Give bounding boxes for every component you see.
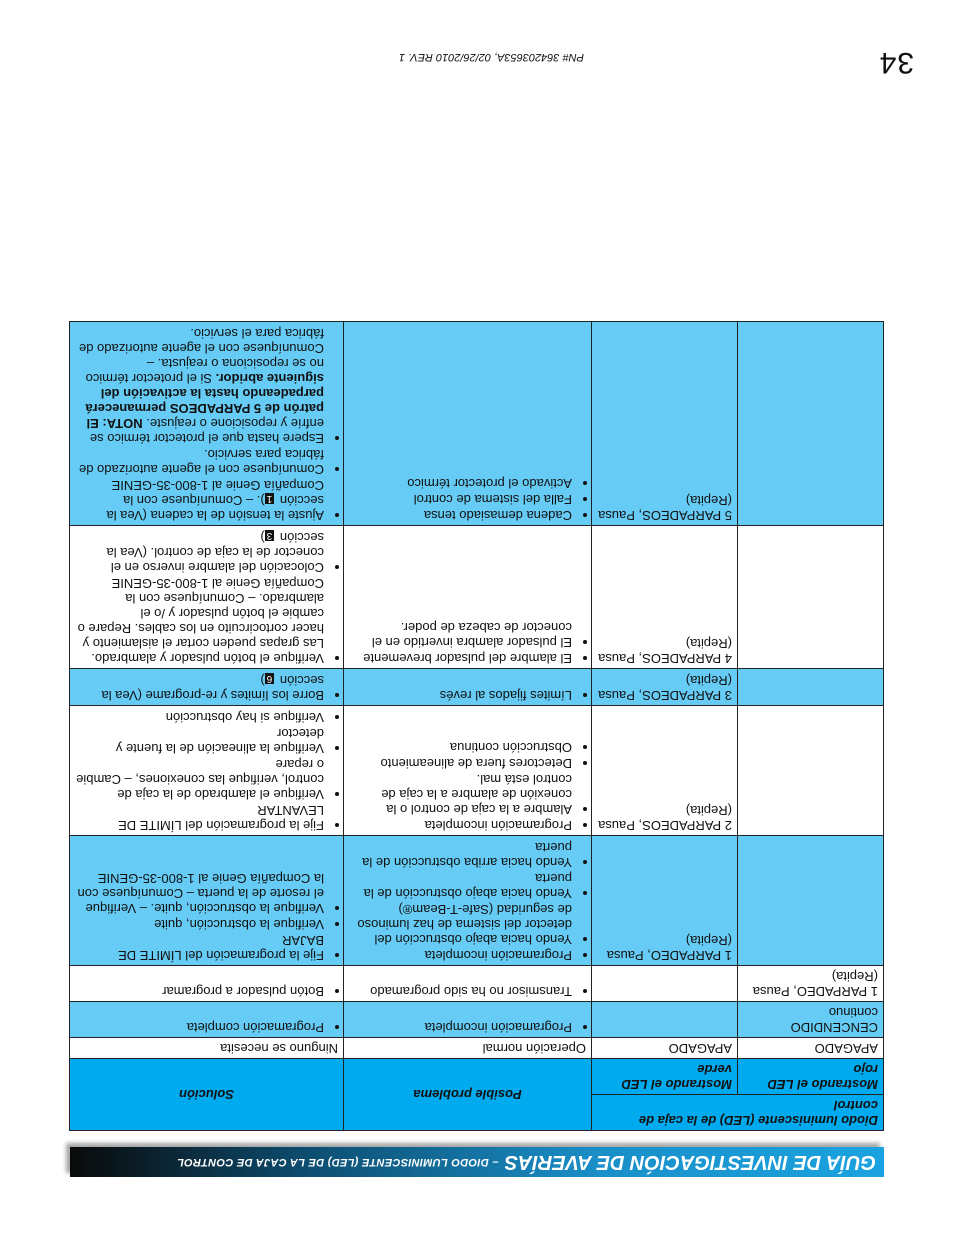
list-item: • El alambre del pulsador brevemente (349, 651, 572, 666)
header-led-group: Diodo luminiscente (LED) de la caja de control (592, 1095, 884, 1131)
red-led-cell (738, 836, 884, 966)
problem-cell (344, 526, 592, 669)
table-header-row (70, 1095, 884, 1131)
banner-subtitle: – DIODO LUMINISCENTE (LED) DE LA CAJA DE CONTROL (176, 1156, 499, 1168)
header-red-led: Mostrando el LED rojo (738, 1059, 884, 1095)
solution-cell: Ninguno se necesita (70, 1038, 344, 1059)
red-led-cell: CENCENDIDO continuo (738, 1002, 884, 1038)
list-item: • Verifique el alambrado de la caja de control, verifique las conexiones, – Cambie o repare (75, 757, 324, 802)
list-item (75, 673, 324, 703)
solution-cell (70, 669, 344, 706)
list-item: • Programación incompleta (349, 948, 572, 963)
list-item: • Cadena demasiado tensa (349, 508, 572, 523)
section-badge: 1 (266, 493, 273, 504)
list-item: • Yendo hacia abajo obstrucción de la puerta (349, 871, 572, 901)
list-item: • Fije la programación del LÍMITE DE BAJAR (75, 933, 324, 963)
list-item: • Botón pulsador a programar (75, 984, 324, 999)
title-banner (70, 1147, 884, 1177)
list-item: • Verifique el botón pulsador y alambrado. Las grapas pueden cortar el aislamiento y hacer cortocircuito en los cables. Repare o cambie el botón pulsador y /o el alambrado. – Comuníquese con la Compañía Genie al 1-800-35-GENIE (75, 576, 324, 666)
problem-cell (344, 1002, 592, 1038)
table-row (70, 526, 884, 669)
solution-text-end: ) (260, 673, 265, 688)
red-led-cell: 1 PARPADEO, Pausa (Repita) (738, 966, 884, 1002)
green-led-cell: 3 PARPADEOS, Pausa (Repita) (592, 669, 738, 706)
list-item: • Programación completa (75, 1020, 324, 1035)
table-row (70, 1038, 884, 1059)
solution-text-end: ). – Comuníquese con la Compañía Genie al 1-800-35-GENIE (111, 478, 324, 508)
red-led-cell (738, 322, 884, 526)
list-item: • Programación incompleta (349, 818, 572, 833)
list-item: • Verifique la obstrucción, quite (75, 917, 324, 932)
solution-cell (70, 526, 344, 669)
list-item: • Fije la programación del LÍMITE DE LEVANTAR (75, 803, 324, 833)
list-item: • Transmisor no ha sido programado (349, 984, 572, 999)
section-badge: 3 (266, 530, 273, 541)
list-item (75, 530, 324, 575)
green-led-cell: 4 PARPADEOS, Pausa (Repita) (592, 526, 738, 669)
page-number: 34 (878, 46, 914, 79)
list-item: • Yendo hacia arriba obstrucción de la puerta (349, 840, 572, 870)
troubleshooting-table (69, 321, 884, 1131)
list-item: • Verifique la alineación de la fuente y detector (75, 726, 324, 756)
table-row (70, 966, 884, 1002)
solution-text: Colocación del alambre inverso en el conector de la caja de control. (Vea la sección (106, 530, 324, 575)
note-tail: Si el protector térmico no se reposiciona o reajusta. – Comuníquese con el agente autorizado de fábrica para el servicio. (78, 326, 324, 386)
note-text: NOTA: El patrón de 5 PARPADEOS permanecerá parpadeando hasta la activación del siguiente abridor. (85, 371, 324, 431)
problem-cell: Operación normal (344, 1038, 592, 1059)
red-led-cell (738, 669, 884, 706)
list-item: • Falla del sistema de control (349, 492, 572, 507)
header-solution: Solución (70, 1059, 344, 1131)
list-item (75, 326, 324, 446)
list-item: • Verifique la obstrucción, quite. – Verifique el resorte de la puerta – Comuníquese con la Compañía Genie al 1-800-35-GENIE (75, 871, 324, 916)
red-led-cell (738, 706, 884, 836)
list-item: • Programación incompleta (349, 1020, 572, 1035)
problem-cell (344, 669, 592, 706)
problem-cell (344, 836, 592, 966)
solution-text: Ajuste la tensión de la cadena (Vea la sección (106, 493, 324, 523)
table-row (70, 322, 884, 526)
green-led-cell: APAGADO (592, 1038, 738, 1059)
list-item: • Límites fijados al revés (349, 688, 572, 703)
solution-cell (70, 966, 344, 1002)
solution-cell (70, 836, 344, 966)
green-led-cell (592, 966, 738, 1002)
problem-cell (344, 706, 592, 836)
red-led-cell: APAGADO (738, 1038, 884, 1059)
red-led-cell (738, 526, 884, 669)
solution-text: Borre los límites y re-programe (Vea la sección (101, 673, 324, 703)
section-badge: 6 (266, 673, 273, 684)
list-item: • El pulsador alambra invertido en el conector de cabeza de poder. (349, 620, 572, 650)
list-item: • Alambre a la caja de control o la conexión de alambre a la caja de control está mal. (349, 772, 572, 817)
green-led-cell: 5 PARPADEOS, Pausa (Repita) (592, 322, 738, 526)
list-item: • Detectores fuera de alineamiento (349, 756, 572, 771)
header-problem: Posible problema (344, 1059, 592, 1131)
solution-cell (70, 706, 344, 836)
list-item: • Verifique si hay obstrucción (75, 710, 324, 725)
table-row (70, 669, 884, 706)
solution-text-end: ) (260, 530, 265, 545)
problem-cell (344, 966, 592, 1002)
green-led-cell (592, 1002, 738, 1038)
table-row (70, 706, 884, 836)
solution-cell (70, 1002, 344, 1038)
header-green-led: Mostrando el LED verde (592, 1059, 738, 1095)
green-led-cell: 1 PARPADEO, Pausa (Repita) (592, 836, 738, 966)
list-item: • Obstrucción continua (349, 740, 572, 755)
banner-title: GUÍA DE INVESTIGACIÓN DE AVERÍAS (504, 1151, 876, 1174)
solution-cell (70, 322, 344, 526)
green-led-cell: 2 PARPADEOS, Pausa (Repita) (592, 706, 738, 836)
list-item: • Yendo hacia abajo obstrucción del detector del sistema de haz luminoso de seguridad (Safe-T-Beam®) (349, 902, 572, 947)
solution-text: Espere hasta que el protector térmico se enfríe y reposicione o reajuste. (89, 416, 324, 446)
list-item: • Activado el protector térmico (349, 476, 572, 491)
problem-cell (344, 322, 592, 526)
list-item (75, 478, 324, 523)
table-row (70, 1002, 884, 1038)
part-number: PN# 364203653А, 02/26/2010 REV. 1 (398, 51, 584, 63)
table-row (70, 836, 884, 966)
list-item: • Comuníquese con el agente autorizado de fábrica para servicio. (75, 447, 324, 477)
